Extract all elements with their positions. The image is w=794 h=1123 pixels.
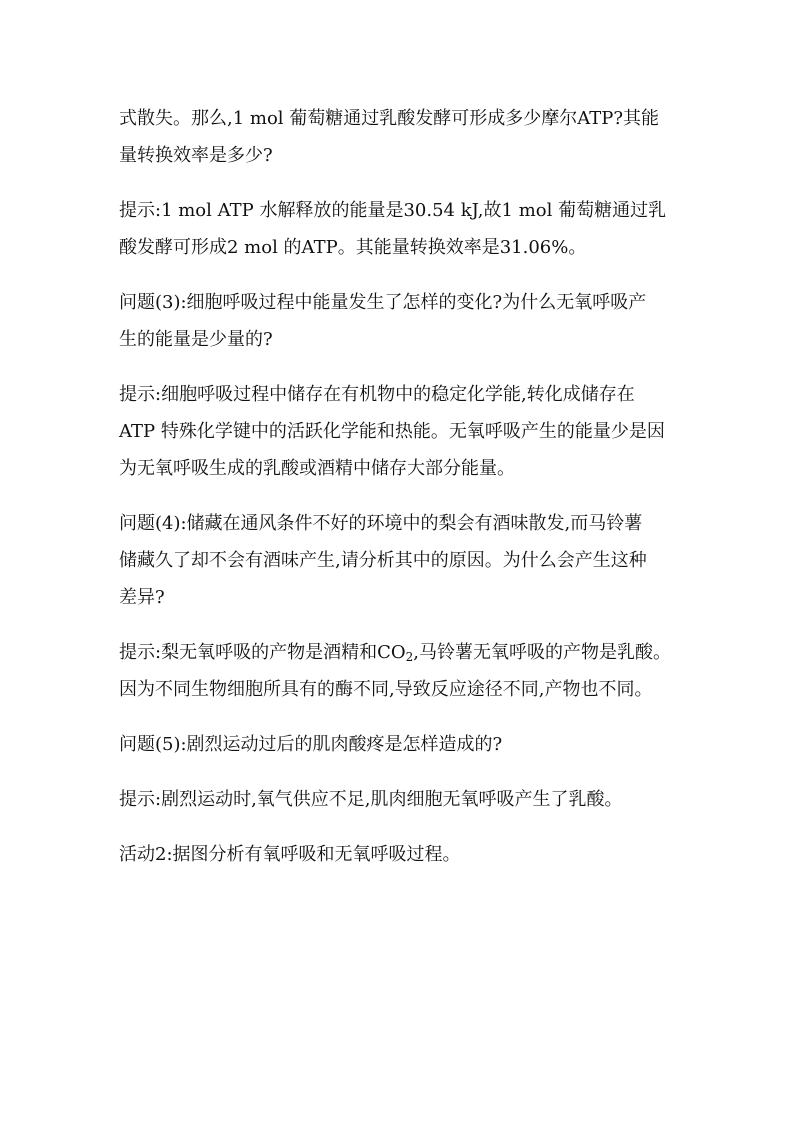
text-line: 问题(3):细胞呼吸过程中能量发生了怎样的变化?为什么无氧呼吸产: [119, 292, 647, 313]
document-body: [119, 100, 689, 891]
paragraph-question-3: [119, 284, 689, 358]
paragraph-hint-atp-yield: [119, 192, 689, 266]
paragraph-question-4: [119, 505, 689, 616]
text-line: 提示:剧烈运动时,氧气供应不足,肌肉细胞无氧呼吸产生了乳酸。: [119, 789, 623, 810]
text-line: 因为不同生物细胞所具有的酶不同,导致反应途径不同,产物也不同。: [119, 679, 653, 700]
text-line: 储藏久了却不会有酒味产生,请分析其中的原因。为什么会产生这种: [119, 550, 647, 571]
text-line: 提示:细胞呼吸过程中储存在有机物中的稳定化学能,转化成储存在: [119, 384, 635, 405]
text-line: 问题(5):剧烈运动过后的肌肉酸疼是怎样造成的?: [119, 734, 503, 755]
text-line: 为无氧呼吸生成的乳酸或酒精中储存大部分能量。: [119, 458, 515, 479]
co2-subscript: 2: [405, 650, 414, 664]
text-line: [119, 634, 689, 671]
text-line: 活动2:据图分析有氧呼吸和无氧呼吸过程。: [119, 844, 461, 865]
paragraph-hint-3: [119, 376, 689, 487]
text-line: 生的能量是少量的?: [119, 329, 273, 350]
text-line: 量转换效率是多少?: [119, 145, 273, 166]
paragraph-activity-2: [119, 836, 689, 873]
paragraph-question-5: [119, 726, 689, 763]
text-line: 问题(4):储藏在通风条件不好的环境中的梨会有酒味散发,而马铃薯: [119, 513, 643, 534]
paragraph-hint-4: [119, 634, 689, 708]
text-line: 酸发酵可形成2 mol 的ATP。其能量转换效率是31.06%。: [119, 237, 587, 258]
paragraph-lactic-fermentation-question: [119, 100, 689, 174]
text-segment: 提示:梨无氧呼吸的产物是酒精和CO: [119, 642, 406, 663]
text-line: 差异?: [119, 587, 165, 608]
text-line: 式散失。那么,1 mol 葡萄糖通过乳酸发酵可形成多少摩尔ATP?其能: [119, 108, 660, 129]
text-segment: ,马铃薯无氧呼吸的产物是乳酸。: [413, 642, 671, 663]
text-line: 提示:1 mol ATP 水解释放的能量是30.54 kJ,故1 mol 葡萄糖通过乳: [119, 200, 667, 221]
paragraph-hint-5: [119, 781, 689, 818]
text-line: ATP 特殊化学键中的活跃化学能和热能。无氧呼吸产生的能量少是因: [119, 421, 665, 442]
